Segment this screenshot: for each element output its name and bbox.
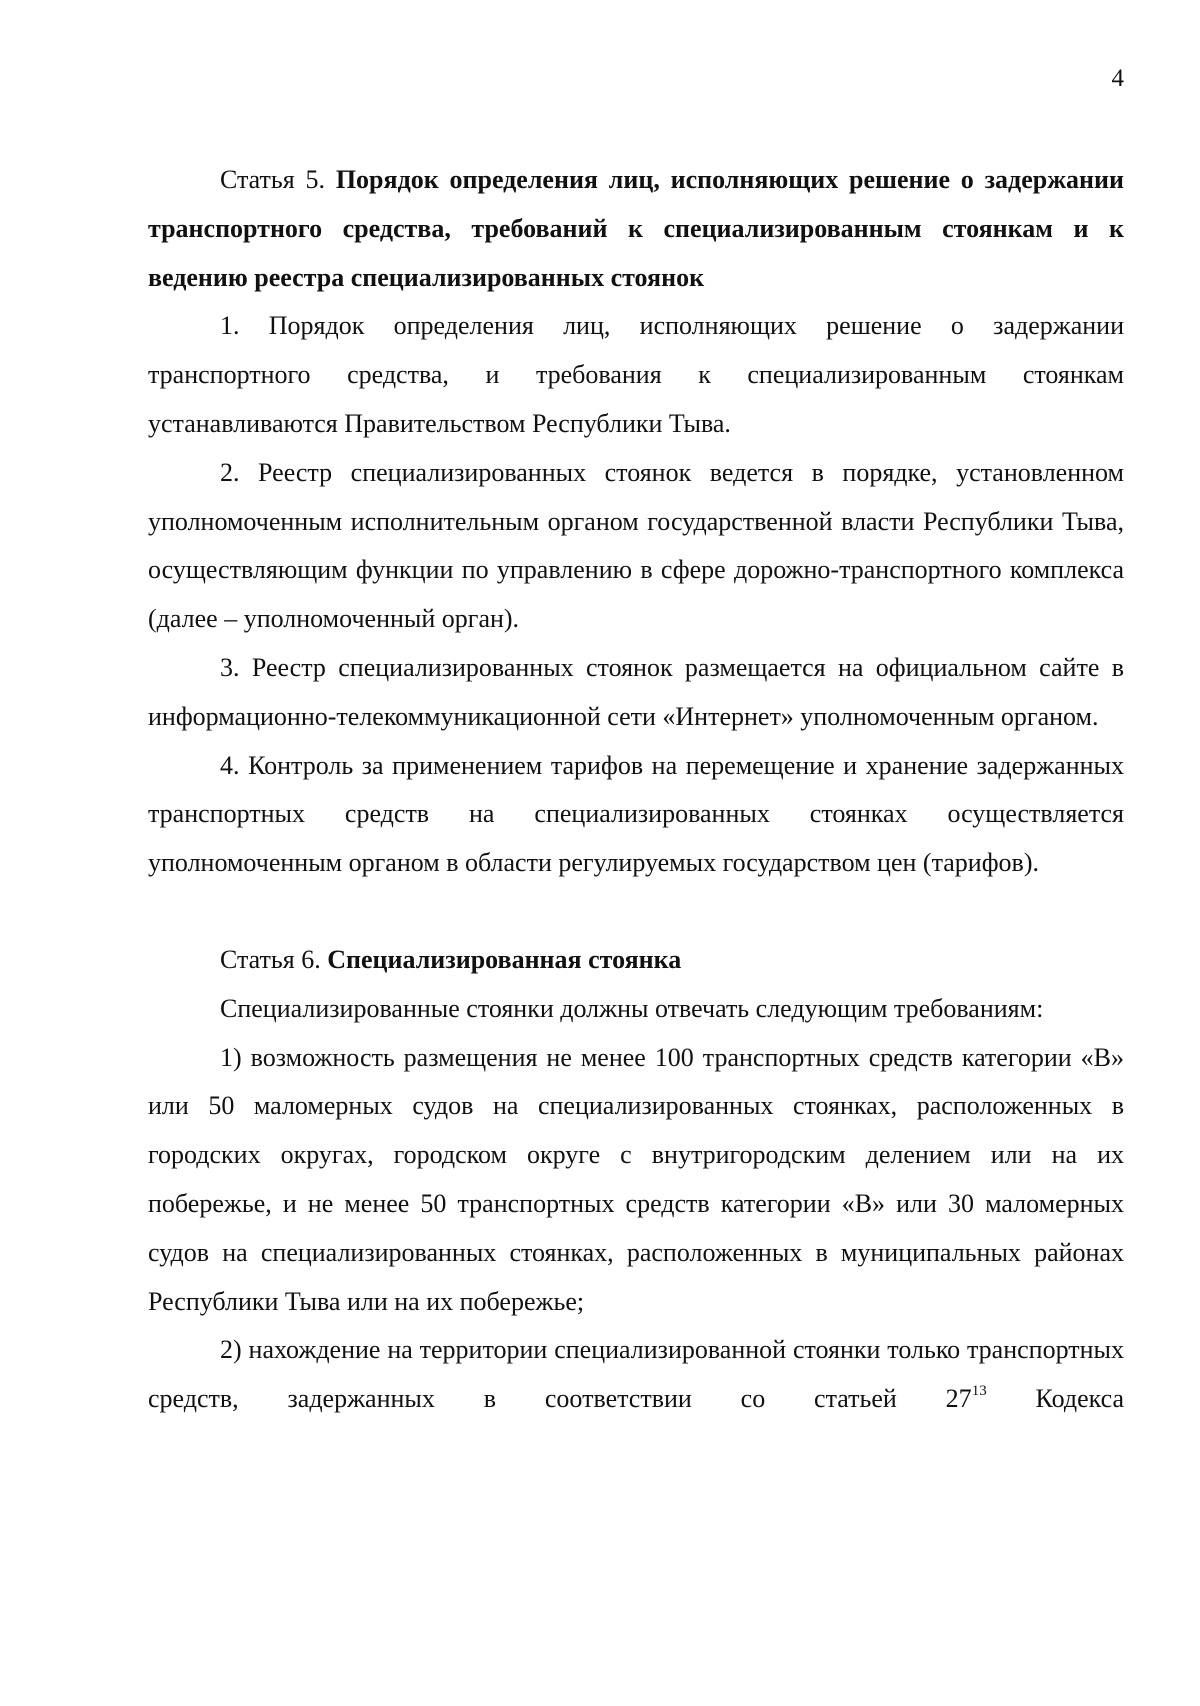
- article-5-label: Статья 5.: [220, 165, 336, 194]
- article-5-paragraph-3: 3. Реестр специализированных стоянок размещается на официальном сайте в информационно-телекоммуникационной сети «Интернет» уполномоченным органом.: [148, 652, 1124, 731]
- article-5-paragraph-2: 2. Реестр специализированных стоянок ведется в порядке, установленном уполномоченным исполнительным органом государственной власти Республики Тыва, осуществляющим функции по управлению в сфере дорожно-транспортного комплекса (далее – уполномоченный орган).: [148, 457, 1124, 634]
- article-6-item-2: [148, 1326, 1124, 1424]
- article-5-heading: [148, 156, 1124, 302]
- article-5-paragraph-1: 1. Порядок определения лиц, исполняющих решение о задержании транспортного средства, и требования к специализированным стоянкам устанавливаются Правительством Республики Тыва.: [148, 311, 1124, 438]
- article-6-item-2-text: 2) нахождение на территории специализированной стоянки только транспортных средств, задержанных в соответствии со статьей 27: [148, 1335, 1124, 1414]
- article-6-label: Статья 6.: [220, 944, 328, 974]
- article-6-item-2-tail: Кодекса: [986, 1384, 1124, 1414]
- section-gap: [148, 888, 1124, 936]
- article-5-paragraph-4: 4. Контроль за применением тарифов на перемещение и хранение задержанных транспортных средств на специализированных стоянках осуществляется уполномоченным органом в области регулируемых государством цен (тарифов).: [148, 750, 1124, 878]
- article-6-heading: [148, 936, 1124, 985]
- article-6-item-1: 1) возможность размещения не менее 100 транспортных средств категории «В» или 50 маломерных судов на специализированных стоянках, расположенных в городских округах, городском округе с внутригородским делением или на их побережье, и не менее 50 транспортных средств категории «В» или 30 маломерных судов на специализированных стоянках, расположенных в муниципальных районах Республики Тыва или на их побережье;: [148, 1042, 1124, 1316]
- article-6-intro: Специализированные стоянки должны отвечать следующим требованиям:: [220, 993, 1044, 1023]
- document-body: [148, 156, 1124, 1424]
- article-6-title: Специализированная стоянка: [327, 944, 682, 974]
- page-number: 4: [1111, 65, 1124, 92]
- article-5-title: Порядок определения лиц, исполняющих решение о задержании транспортного средства, требований к специализированным стоянкам и к ведению реестра специализированных стоянок: [148, 165, 1124, 292]
- article-6-item-2-superscript: 13: [971, 1383, 987, 1400]
